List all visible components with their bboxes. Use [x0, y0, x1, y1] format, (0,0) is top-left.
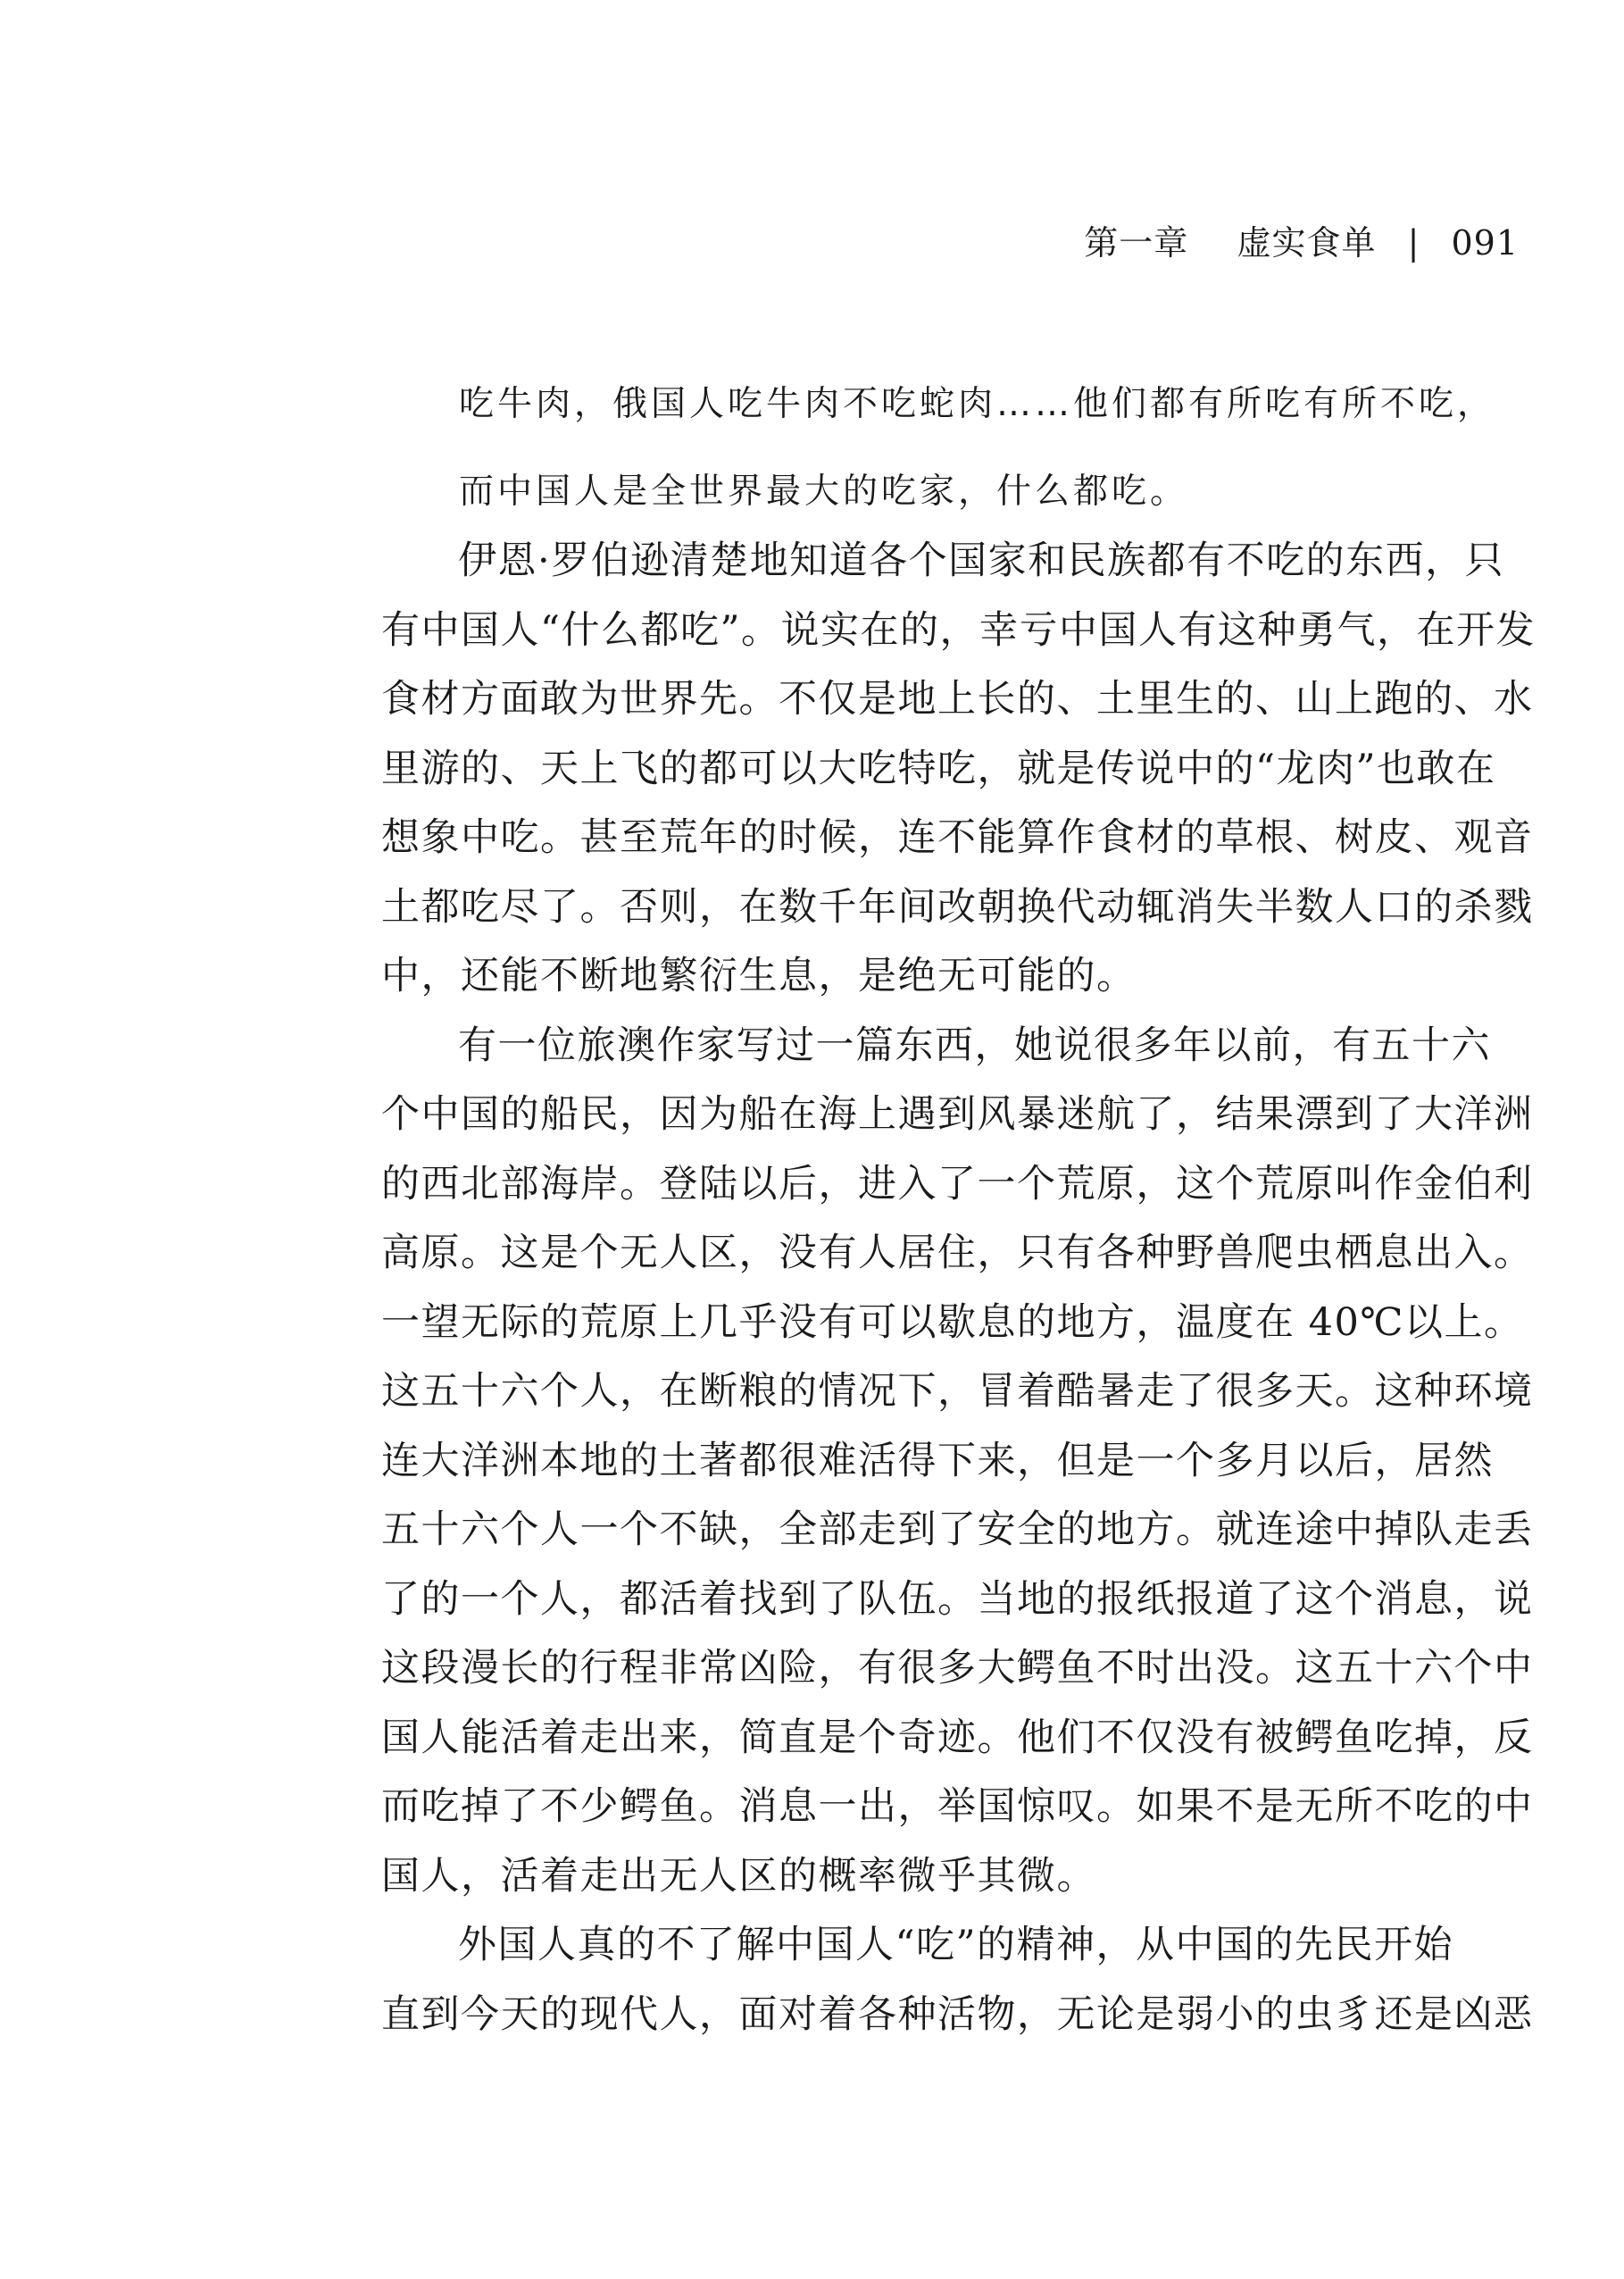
- paragraph-1-line: 有中国人“什么都吃”。说实在的，幸亏中国人有这种勇气，在开发: [381, 607, 1536, 653]
- running-header: [1084, 221, 1519, 264]
- paragraph-2-line: 连大洋洲本地的土著都很难活得下来，但是一个多月以后，居然: [381, 1438, 1494, 1483]
- paragraph-1-line: 食材方面敢为世界先。不仅是地上长的、土里生的、山上跑的、水: [381, 677, 1534, 722]
- quote-line: 吃牛肉，俄国人吃牛肉不吃蛇肉……他们都有所吃有所不吃，: [459, 384, 1496, 424]
- paragraph-1-line: 伊恩·罗伯逊清楚地知道各个国家和民族都有不吃的东西，只: [458, 538, 1505, 583]
- block-quote: [459, 361, 1495, 536]
- chapter-title: 虚实食单: [1237, 223, 1377, 263]
- paragraph-2-line: 一望无际的荒原上几乎没有可以歇息的地方，温度在 40℃以上。: [381, 1299, 1524, 1345]
- paragraph-2-line: 了的一个人，都活着找到了队伍。当地的报纸报道了这个消息，说: [381, 1576, 1534, 1622]
- paragraph-2-line: 的西北部海岸。登陆以后，进入了一个荒原，这个荒原叫作金伯利: [381, 1161, 1534, 1206]
- paragraph-2-line: 五十六个人一个不缺，全部走到了安全的地方。就连途中掉队走丢: [381, 1507, 1534, 1552]
- paragraph-2-line: 有一位旅澳作家写过一篇东西，她说很多年以前，有五十六: [458, 1023, 1491, 1068]
- paragraph-2-line: 个中国的船民，因为船在海上遇到风暴迷航了，结果漂到了大洋洲: [381, 1092, 1534, 1137]
- paragraph-2-line: 这五十六个人，在断粮的情况下，冒着酷暑走了很多天。这种环境: [381, 1369, 1534, 1414]
- paragraph-2-line: 而吃掉了不少鳄鱼。消息一出，举国惊叹。如果不是无所不吃的中: [381, 1784, 1534, 1829]
- paragraph-3-line: 外国人真的不了解中国人“吃”的精神，从中国的先民开始: [458, 1923, 1453, 1967]
- paragraph-2-line: 高原。这是个无人区，没有人居住，只有各种野兽爬虫栖息出入。: [381, 1231, 1534, 1275]
- quote-line: 而中国人是全世界最大的吃家，什么都吃。: [459, 472, 1189, 512]
- chapter-label: 第一章: [1084, 223, 1189, 263]
- paragraph-1-line: 想象中吃。甚至荒年的时候，连不能算作食材的草根、树皮、观音: [381, 815, 1534, 860]
- paragraph-2-line: 国人，活着走出无人区的概率微乎其微。: [381, 1853, 1096, 1899]
- paragraph-3-line: 直到今天的现代人，面对着各种活物，无论是弱小的虫豸还是凶恶: [381, 1991, 1534, 2037]
- header-separator: |: [1407, 223, 1420, 263]
- body-text: [381, 527, 1536, 2049]
- paragraph-1-line: 土都吃尽了。否则，在数千年间改朝换代动辄消失半数人口的杀戮: [381, 884, 1534, 930]
- paragraph-2-line: 国人能活着走出来，简直是个奇迹。他们不仅没有被鳄鱼吃掉，反: [381, 1715, 1534, 1760]
- page-number: 091: [1451, 223, 1519, 263]
- paragraph-1-line: 里游的、天上飞的都可以大吃特吃，就是传说中的“龙肉”也敢在: [381, 746, 1496, 791]
- paragraph-1-line: 中，还能不断地繁衍生息，是绝无可能的。: [381, 954, 1137, 998]
- paragraph-2-line: 这段漫长的行程非常凶险，有很多大鳄鱼不时出没。这五十六个中: [381, 1646, 1534, 1690]
